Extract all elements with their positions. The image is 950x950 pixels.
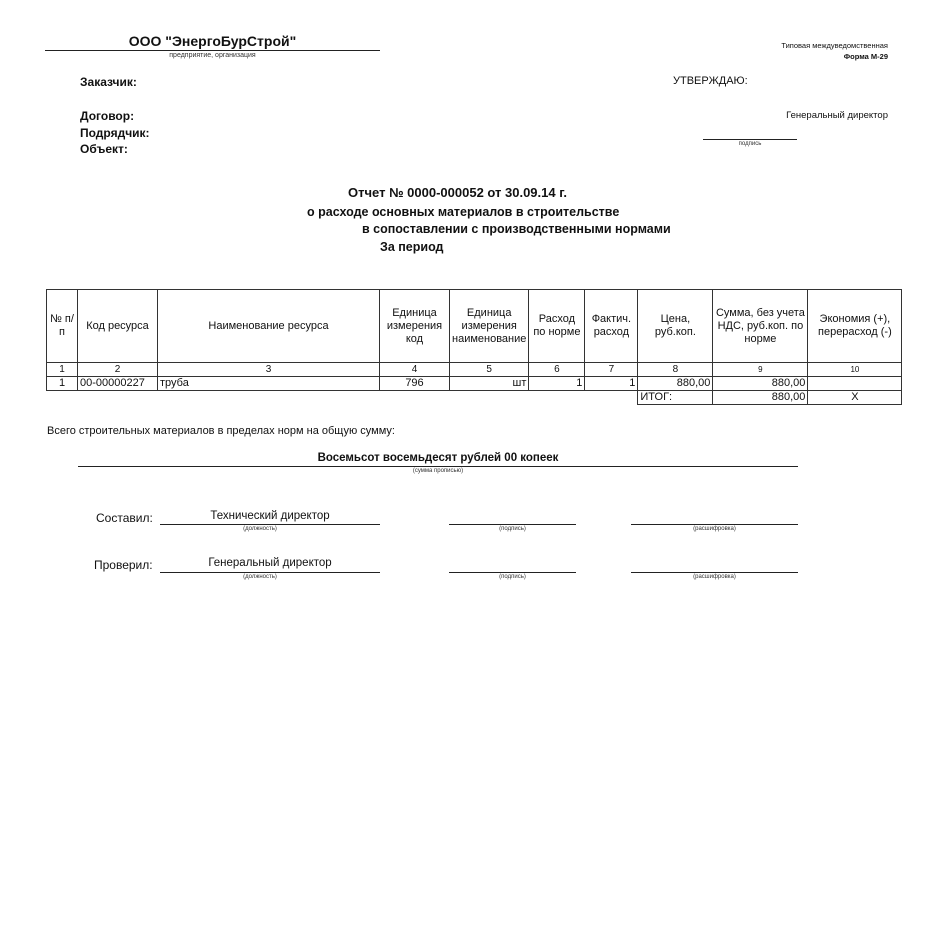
- checked-decoding-caption: (расшифровка): [693, 574, 736, 580]
- organization-caption: предприятие, организация: [169, 52, 256, 59]
- compiled-signature-caption: (подпись): [499, 526, 526, 532]
- col-number: 5: [450, 363, 529, 377]
- col-number: 1: [47, 363, 78, 377]
- compiled-position-caption: (должность): [243, 526, 277, 532]
- row-sum: 880,00: [713, 377, 808, 391]
- col-number: 10: [808, 363, 902, 377]
- report-title-line3: в сопоставлении с производственными нормами: [362, 222, 671, 236]
- compiled-position-line: [160, 524, 380, 525]
- compiled-label: Составил:: [96, 511, 153, 525]
- approve-position: Генеральный директор: [786, 110, 888, 121]
- summary-amount-underline: [78, 466, 798, 467]
- summary-amount-words: Восемьсот восемьдесят рублей 00 копеек: [317, 452, 559, 464]
- checked-signature-line: [449, 572, 576, 573]
- total-spacer: [47, 391, 638, 405]
- total-diff: X: [808, 391, 902, 405]
- total-sum: 880,00: [713, 391, 808, 405]
- checked-position-caption: (должность): [243, 574, 277, 580]
- approve-signature-caption: подпись: [738, 141, 762, 147]
- col-header-sum: Сумма, без учета НДС, руб.коп. по норме: [713, 290, 808, 363]
- compiled-decoding-line: [631, 524, 798, 525]
- row-fact: 1: [585, 377, 638, 391]
- col-number: 7: [585, 363, 638, 377]
- col-header-diff: Экономия (+), перерасход (-): [808, 290, 902, 363]
- row-unit-name: шт: [450, 377, 529, 391]
- row-price: 880,00: [638, 377, 713, 391]
- row-code: 00-00000227: [78, 377, 158, 391]
- checked-label: Проверил:: [94, 558, 153, 572]
- object-label: Объект:: [80, 142, 128, 156]
- organization-name: ООО "ЭнергоБурСтрой": [128, 33, 297, 49]
- col-number: 4: [380, 363, 450, 377]
- compiled-position: Технический директор: [210, 510, 330, 522]
- col-header-fact: Фактич. расход: [585, 290, 638, 363]
- contractor-label: Подрядчик:: [80, 126, 150, 140]
- col-header-unit-code: Единица измерения код: [380, 290, 450, 363]
- table-row: [47, 377, 902, 391]
- total-label: ИТОГ:: [638, 391, 713, 405]
- approve-signature-line: [703, 139, 797, 140]
- checked-signature-caption: (подпись): [499, 574, 526, 580]
- col-number: 6: [529, 363, 585, 377]
- table-header-row: [47, 290, 902, 363]
- col-number: 2: [78, 363, 158, 377]
- organization-underline: [45, 50, 380, 51]
- contract-label: Договор:: [80, 109, 135, 123]
- col-header-unit-name: Единица измерения наименование: [450, 290, 529, 363]
- col-header-number: № п/п: [47, 290, 78, 363]
- col-header-name: Наименование ресурса: [158, 290, 380, 363]
- checked-decoding-line: [631, 572, 798, 573]
- col-header-price: Цена, руб.коп.: [638, 290, 713, 363]
- table-total-row: [47, 391, 902, 405]
- form-number: Форма М-29: [843, 52, 888, 61]
- row-unit-code: 796: [380, 377, 450, 391]
- resources-table: [46, 289, 902, 405]
- checked-position-line: [160, 572, 380, 573]
- row-name: труба: [158, 377, 380, 391]
- col-number: 9: [713, 363, 808, 377]
- report-title-line2: о расходе основных материалов в строительстве: [307, 205, 620, 219]
- table-column-numbers-row: [47, 363, 902, 377]
- report-title-line1: Отчет № 0000-000052 от 30.09.14 г.: [348, 185, 567, 200]
- row-norm: 1: [529, 377, 585, 391]
- summary-label: Всего строительных материалов в пределах норм на общую сумму:: [47, 425, 395, 437]
- compiled-decoding-caption: (расшифровка): [693, 526, 736, 532]
- approve-label: УТВЕРЖДАЮ:: [673, 75, 748, 87]
- col-number: 3: [158, 363, 380, 377]
- checked-position: Генеральный директор: [208, 557, 332, 569]
- form-type: Типовая междуведомственная: [781, 41, 888, 50]
- col-header-code: Код ресурса: [78, 290, 158, 363]
- compiled-signature-line: [449, 524, 576, 525]
- report-period: За период: [380, 240, 444, 254]
- customer-label: Заказчик:: [80, 75, 137, 89]
- col-number: 8: [638, 363, 713, 377]
- summary-amount-caption: (сумма прописью): [412, 468, 464, 474]
- col-header-norm: Расход по норме: [529, 290, 585, 363]
- row-number: 1: [47, 377, 78, 391]
- row-diff: [808, 377, 902, 391]
